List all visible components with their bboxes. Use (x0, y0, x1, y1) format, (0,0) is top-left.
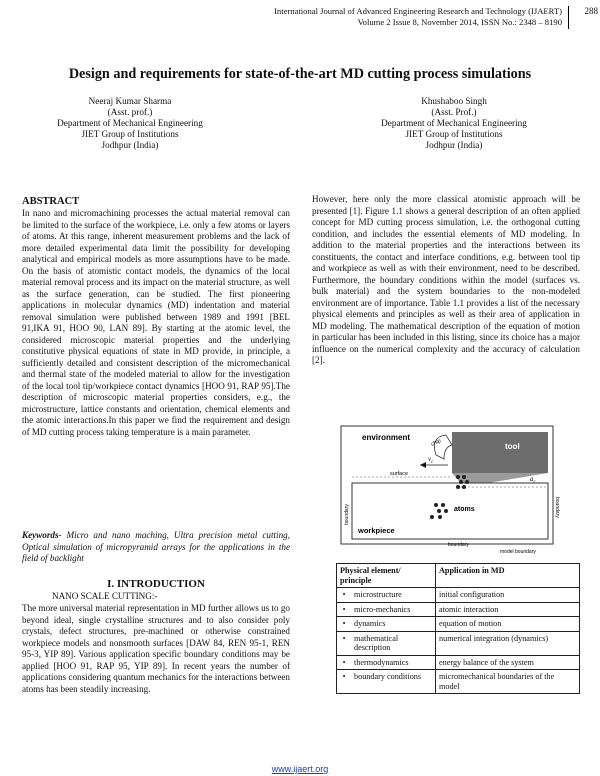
footer-link[interactable]: www.ijaert.org (271, 764, 329, 774)
tool-shape (452, 432, 548, 473)
figure-label-model-boundary: model boundary (500, 549, 536, 555)
header-divider (568, 6, 569, 29)
abstract-body (22, 208, 290, 438)
table-cell-application: initial configuration (436, 588, 580, 603)
table-cell-element: microstructure (351, 588, 436, 603)
md-cutting-figure (340, 425, 580, 555)
figure-label-chip: chip (430, 438, 442, 448)
introduction-subheading: NANO SCALE CUTTING:- (52, 591, 158, 601)
table-cell-application: numerical integration (dynamics) (436, 631, 580, 655)
figure-label-surface: surface (390, 471, 409, 477)
author-inst: JIET Group of Institutions (405, 129, 503, 139)
bullet-icon: • (337, 588, 352, 603)
table-cell-element: mathematical description (351, 631, 436, 655)
bullet-icon: • (337, 617, 352, 632)
right-column-body (312, 194, 580, 367)
author-inst: JIET Group of Institutions (81, 129, 179, 139)
table-cell-element: micro-mechanics (351, 602, 436, 617)
figure-label-boundary-left: boundary (344, 504, 350, 525)
abstract-heading: ABSTRACT (22, 196, 80, 207)
table-cell-element: boundary conditions (351, 670, 436, 694)
md-elements-table (336, 563, 580, 694)
right-column-text: However, here only the more classical atomistic approach will be presented [1]. Figure 1.1 shows a general description of an often applied concept for MD cutting process simulation, i.e. the orthogonal cutting condition, and includes the essential elements of MD modeling. In addition to the material properties and the interactions between its constituents, the contact and interface conditions, e.g. between tool tip and workpiece as well as with their environment, need to be described. Furthermore, the boundary conditions within the model (surfaces vs. bulk material) and the system boundaries to the non-modeled environment are of importance. Table 1.1 provides a list of the necessary physical elements and principles as well as their area of application in MD modeling. The mathematical description of the equation of motion in particular has been included in this listing, since its choice has a major influence on the numerical complexity and the accuracy of calculation [2]. (312, 194, 580, 365)
author-role: (Asst. prof.) (107, 107, 153, 117)
table-cell-application: energy balance of the system (436, 655, 580, 670)
bullet-icon: • (337, 655, 352, 670)
author-dept: Department of Mechanical Engineering (57, 118, 203, 128)
author-dept: Department of Mechanical Engineering (381, 118, 527, 128)
figure-label-tool: tool (505, 442, 520, 451)
author-city: Jodhpur (India) (101, 140, 159, 150)
introduction-text: The more universal material representation in MD further allows us to go beyond ideal, single crystalline structures and to also consider poly crystals, defect structures, pre-machined or otherwise constrained workpiece models and nonsmooth surfaces [DAW 84, REN 95-1, REN 95-3, YIP 89]. Various application specific boundary conditions may be applied [HOO 91, RAP 95, YIP 89]. In recent years the number of applications considering quantum mechanics for the interactions between atoms has been steadily increasing. (22, 603, 290, 694)
table-header-application: Application in MD (436, 564, 580, 588)
figure-label-boundary-right: boundary (554, 497, 560, 518)
table-header-element: Physical element/ principle (337, 564, 436, 588)
introduction-body (22, 603, 290, 695)
table-row (337, 655, 580, 670)
author-city: Jodhpur (India) (425, 140, 483, 150)
author-block-2 (324, 96, 584, 151)
table-cell-element: thermodynamics (351, 655, 436, 670)
table-row (337, 617, 580, 632)
figure-label-environment: environment (362, 433, 411, 442)
introduction-heading: I. INTRODUCTION (107, 578, 205, 590)
page-number: 288 (584, 6, 598, 16)
keywords-label: Keywords- (22, 530, 62, 540)
figure-label-ac: $a_c$ (530, 475, 536, 485)
table-row (337, 602, 580, 617)
bullet-icon: • (337, 631, 352, 655)
figure-label-workpiece: workpiece (358, 526, 395, 535)
keywords (22, 530, 290, 565)
table-row (337, 631, 580, 655)
table-row (337, 588, 580, 603)
table-cell-application: atomic interaction (436, 602, 580, 617)
author-name: Khushaboo Singh (421, 96, 487, 106)
table-cell-element: dynamics (351, 617, 436, 632)
table-cell-application: equation of motion (436, 617, 580, 632)
author-name: Neeraj Kumar Sharma (88, 96, 172, 106)
table-row (337, 670, 580, 694)
abstract-text: In nano and micromachining processes the actual material removal can be limited to the surface of the workpiece, i.e. only a few atoms or layers of atoms. At this range, inherent measurement problems and the lack of more detailed experimental data limit the possibility for developing analytical and empirical models as more assumptions have to be made. On the basis of atomistic contact models, the dynamics of the local material removal process and its impact on the material structure, as well as the surface generation, can be studied. The first pioneering applications in molecular dynamics (MD) indentation and material removal simulation were published between 1989 and 1991 [BEL 91,IKA 91, HOO 90, LAN 89]. By starting at the atomic level, the considered microscopic material properties and the underlying constitutive physical equations of state in MD provide, in principle, a sufficiently detailed and consistent description of the micromechanical and thermal state of the modeled material to allow for the investigation of the local tool tip/workpiece contact dynamics [HOO 91, RAP 95].The description of microscopic material properties considers, e.g., the microstructure, lattice constants and orientation, chemical elements and the atomic interactions.In this paper we find the requirement and design of MD cutting process taking temperature is a main parameter. (22, 208, 290, 437)
journal-volume: Volume 2 Issue 8, November 2014, ISSN No.: 2348 – 8190 (357, 16, 562, 27)
table-header-row (337, 564, 580, 588)
author-role: (Asst. Prof.) (431, 107, 477, 117)
figure-label-vc: $v_c$ (428, 455, 434, 465)
figure-label-atoms: atoms (454, 506, 475, 513)
journal-name: International Journal of Advanced Engineering Research and Technology (IJAERT) (274, 6, 562, 16)
author-block-1 (0, 96, 260, 151)
bullet-icon: • (337, 670, 352, 694)
bullet-icon: • (337, 602, 352, 617)
figure-label-boundary-bottom: boundary (448, 542, 469, 548)
table-cell-application: micromechanical boundaries of the model (436, 670, 580, 694)
keywords-text: Micro and nano maching, Ultra precision metal cutting, Optical simulation of micropyramid arrays for the applications in the field of backlight (22, 530, 291, 563)
paper-title: Design and requirements for state-of-the-art MD cutting process simulations (68, 66, 532, 82)
